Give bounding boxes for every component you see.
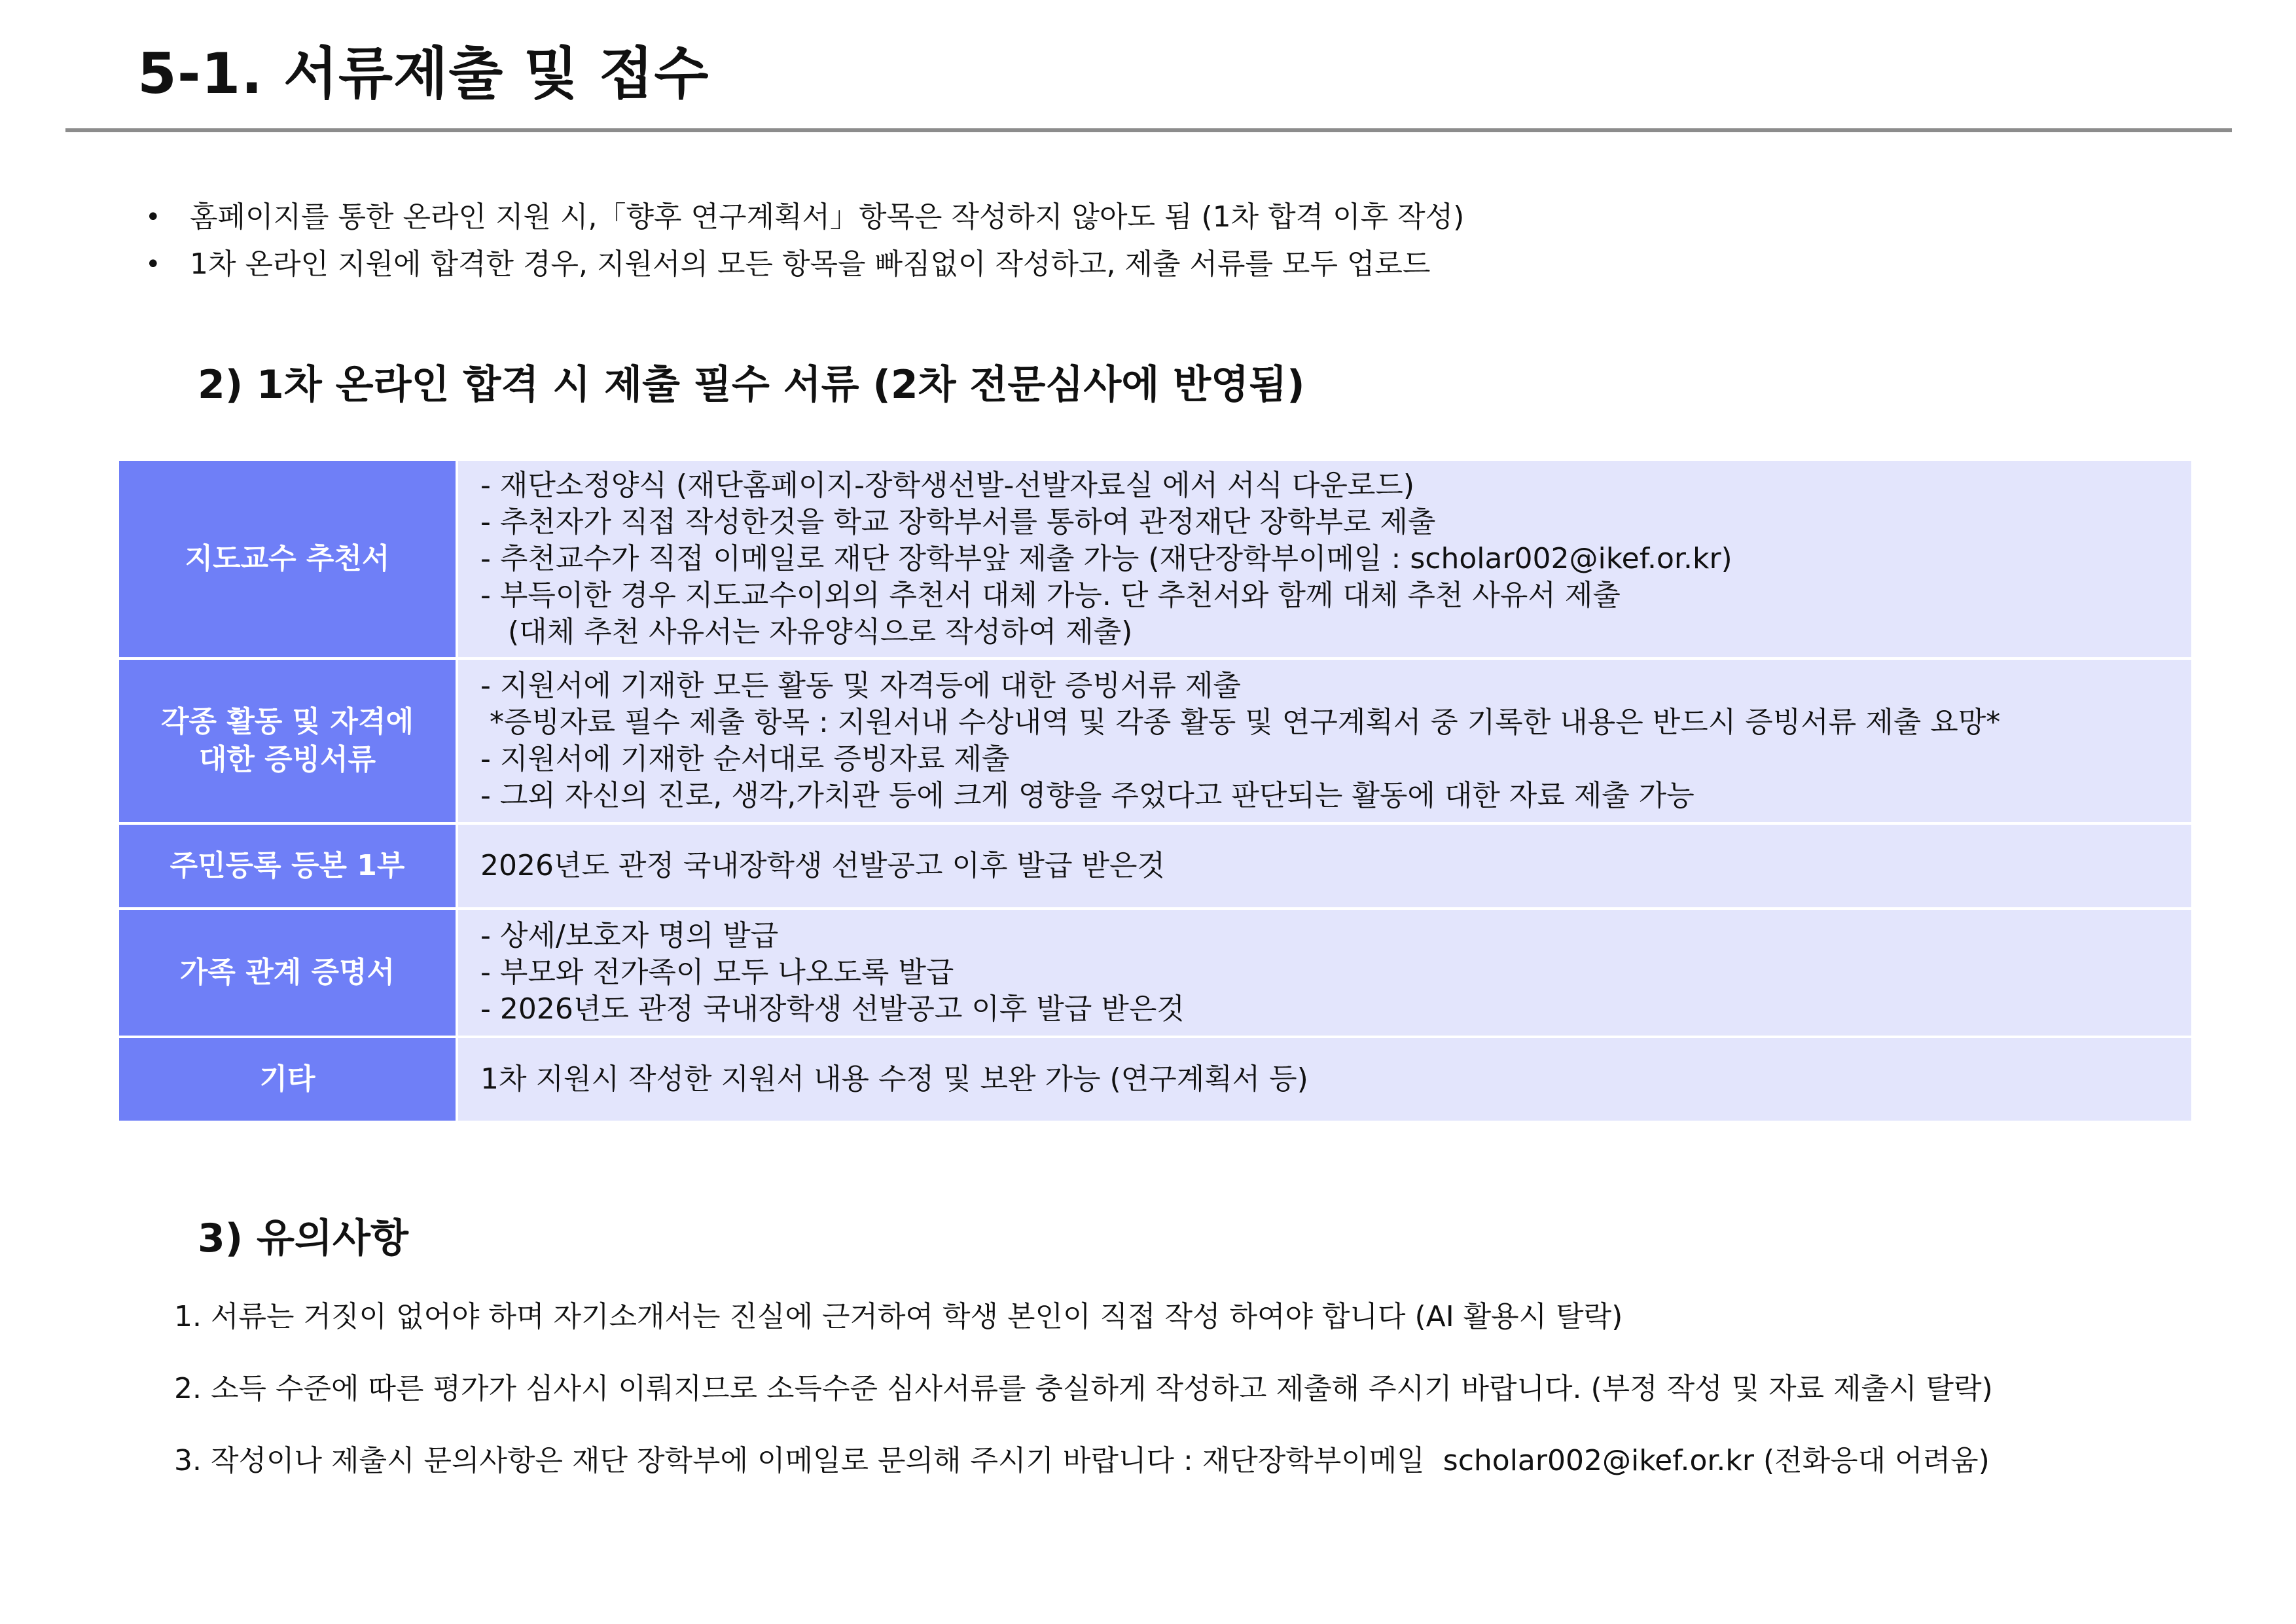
row-label: 대한 증빙서류 xyxy=(198,743,376,776)
title-divider xyxy=(65,128,2232,132)
notice-list xyxy=(174,1299,2269,1515)
table-row xyxy=(118,909,2193,1037)
row-label-cell xyxy=(118,823,457,909)
intro-bullet: • 홈페이지를 통한 온라인 지원 시,「향후 연구계획서」항목은 작성하지 않아도 됨 (1차 합격 이후 작성) xyxy=(145,194,2240,241)
row-label: 지도교수 추천서 xyxy=(185,542,390,575)
row-label-cell xyxy=(118,659,457,823)
section-2-heading: 2) 1차 온라인 합격 시 제출 필수 서류 (2차 전문심사에 반영됨) xyxy=(198,362,1305,408)
row-label-cell xyxy=(118,1037,457,1122)
table-row xyxy=(118,659,2193,823)
intro-bullet-list xyxy=(145,194,2240,288)
row-content-cell xyxy=(457,460,2193,659)
required-documents-table xyxy=(117,458,2194,1123)
table-row xyxy=(118,1037,2193,1122)
row-content-line: - 2026년도 관정 국내장학생 선발공고 이후 발급 받은것 xyxy=(480,992,1185,1026)
row-label-cell xyxy=(118,909,457,1037)
row-content-line: - 부득이한 경우 지도교수이외의 추천서 대체 가능. 단 추천서와 함께 대체 추천 사유서 제출 xyxy=(480,579,1621,612)
row-label: 기타 xyxy=(259,1062,315,1096)
row-content-line: - 추천교수가 직접 이메일로 재단 장학부앞 제출 가능 (재단장학부이메일 : scholar002@ikef.or.kr) xyxy=(480,542,1732,575)
row-content-line: - 상세/보호자 명의 발급 xyxy=(480,919,779,952)
row-label: 가족 관계 증명서 xyxy=(179,956,395,989)
row-content-line: 1차 지원시 작성한 지원서 내용 수정 및 보완 가능 (연구계획서 등) xyxy=(480,1062,1308,1096)
notice-item: 2. 소득 수준에 따른 평가가 심사시 이뤄지므로 소득수준 심사서류를 충실하게 작성하고 제출해 주시기 바랍니다. (부정 작성 및 자료 제출시 탈락) xyxy=(174,1372,1993,1405)
row-label-cell xyxy=(118,460,457,659)
notice-item: 3. 작성이나 제출시 문의사항은 재단 장학부에 이메일로 문의해 주시기 바랍니다 : 재단장학부이메일 scholar002@ikef.or.kr (전화응대 어려움) xyxy=(174,1444,1990,1477)
row-content-cell xyxy=(457,659,2193,823)
notice-item: 1. 서류는 거짓이 없어야 하며 자기소개서는 진실에 근거하여 학생 본인이 직접 작성 하여야 합니다 (AI 활용시 탈락) xyxy=(174,1300,1623,1333)
row-content-line: - 부모와 전가족이 모두 나오도록 발급 xyxy=(480,956,954,989)
row-content-cell xyxy=(457,909,2193,1037)
row-content-line: *증빙자료 필수 제출 항목 : 지원서내 수상내역 및 각종 활동 및 연구계획서 중 기록한 내용은 반드시 증빙서류 제출 요망* xyxy=(480,706,2001,739)
row-content-line: 2026년도 관정 국내장학생 선발공고 이후 발급 받은것 xyxy=(480,849,1165,882)
row-content-line: - 재단소정양식 (재단홈페이지-장학생선발-선발자료실 에서 서식 다운로드) xyxy=(480,469,1415,502)
row-content-line: (대체 추천 사유서는 자유양식으로 작성하여 제출) xyxy=(480,615,1133,649)
row-content-line: - 추천자가 직접 작성한것을 학교 장학부서를 통하여 관정재단 장학부로 제출 xyxy=(480,505,1436,539)
row-label: 주민등록 등본 1부 xyxy=(170,849,405,882)
table-row xyxy=(118,823,2193,909)
row-content-cell xyxy=(457,823,2193,909)
section-3-heading: 3) 유의사항 xyxy=(198,1216,408,1261)
row-content-cell xyxy=(457,1037,2193,1122)
page-title: 5-1. 서류제출 및 접수 xyxy=(137,41,709,107)
row-content-line: - 지원서에 기재한 모든 활동 및 자격등에 대한 증빙서류 제출 xyxy=(480,669,1241,702)
row-label: 각종 활동 및 자격에 xyxy=(161,705,414,738)
table-row xyxy=(118,460,2193,659)
intro-bullet: • 1차 온라인 지원에 합격한 경우, 지원서의 모든 항목을 빠짐없이 작성하고, 제출 서류를 모두 업로드 xyxy=(145,241,2240,288)
row-content-line: - 지원서에 기재한 순서대로 증빙자료 제출 xyxy=(480,742,1010,776)
row-content-line: - 그외 자신의 진로, 생각,가치관 등에 크게 영향을 주었다고 판단되는 활동에 대한 자료 제출 가능 xyxy=(480,779,1695,812)
